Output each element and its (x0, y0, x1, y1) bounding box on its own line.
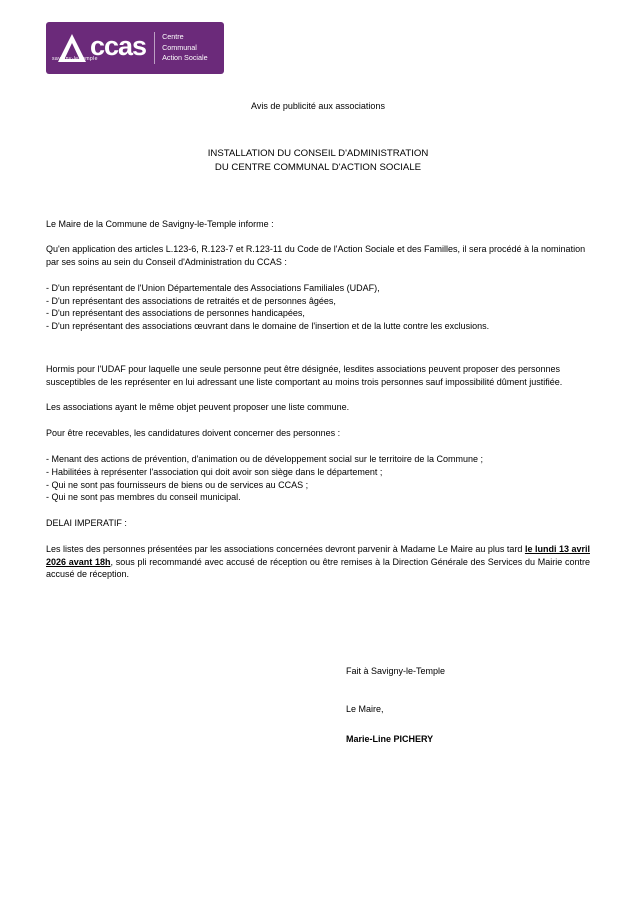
deadline-text-before: Les listes des personnes présentées par les associations concernées devront parvenir à Madame Le Maire au plus tard (46, 543, 525, 554)
logo-subtitle-line-1: Centre (162, 32, 184, 42)
application-paragraph: Qu'en application des articles L.123-6, R.123-7 et R.123-11 du Code de l'Action Sociale et des Familles, il sera procédé à la nomination par ses soins au sein du Conseil d'Administration du CCAS : (46, 244, 586, 268)
list-item: - Habilitées à représenter l'association qui doit avoir son siège dans le département ; (46, 466, 383, 477)
document-title (46, 147, 590, 175)
list-item: - D'un représentant des associations de retraités et de personnes âgées, (46, 295, 336, 306)
document-title-line-1: INSTALLATION DU CONSEIL D'ADMINISTRATION (207, 147, 429, 159)
list-item: - D'un représentant des associations œuvrant dans le domaine de l'insertion et de la lutte contre les exclusions. (46, 321, 490, 332)
deadline-text-after: , sous pli recommandé avec accusé de réception ou être remises à la Direction Générale des Services du Mairie contre accusé de réception. (46, 556, 590, 580)
notice-line: Avis de publicité aux associations (251, 101, 385, 111)
logo-subtitle-line-2: Communal (162, 42, 197, 52)
list-item: - Qui ne sont pas fournisseurs de biens ou de services au CCAS ; (46, 479, 309, 490)
eligibility-intro: Pour être recevables, les candidatures doivent concerner des personnes : (46, 428, 341, 439)
signature-role: Le Maire, (346, 704, 384, 714)
eligibility-list (46, 453, 590, 504)
logo-left (46, 22, 146, 74)
signature-place: Fait à Savigny-le-Temple (346, 666, 446, 676)
deadline-heading: DELAI IMPERATIF : (46, 518, 127, 529)
triangle-icon (52, 22, 92, 74)
document-body (46, 100, 590, 581)
representatives-list (46, 282, 590, 333)
list-item: - Menant des actions de prévention, d'animation ou de développement social sur le territoire de la Commune ; (46, 454, 483, 464)
signature-name: Marie-Line PICHERY (346, 734, 434, 744)
document-title-line-2: DU CENTRE COMMUNAL D'ACTION SOCIALE (214, 161, 422, 173)
intro-paragraph: Le Maire de la Commune de Savigny-le-Temple informe : (46, 218, 274, 229)
common-list-paragraph: Les associations ayant le même objet peuvent proposer une liste commune. (46, 402, 350, 413)
udaf-paragraph: Hormis pour l'UDAF pour laquelle une seule personne peut être désignée, lesdites associations peuvent proposer des personnes susceptibles de les représenter en lui adressant une liste comportant au moins trois personnes sauf impossibilité dûment justifiée. (46, 363, 563, 387)
logo-subtitle-line-3: Action Sociale (162, 53, 208, 63)
list-item: - Qui ne sont pas membres du conseil municipal. (46, 492, 241, 503)
logo-subtitle (154, 32, 208, 63)
list-item: - D'un représentant de l'Union Départementale des Associations Familiales (UDAF), (46, 282, 380, 293)
deadline-paragraph (46, 543, 590, 581)
logo-tagline: savigny-le-temple (52, 56, 98, 62)
list-item: - D'un représentant des associations de personnes handicapées, (46, 308, 305, 319)
ccas-logo (46, 22, 224, 74)
logo-wordmark: ccas (90, 31, 147, 61)
deadline-date: le lundi 13 avril 2026 avant 18h (46, 543, 590, 567)
